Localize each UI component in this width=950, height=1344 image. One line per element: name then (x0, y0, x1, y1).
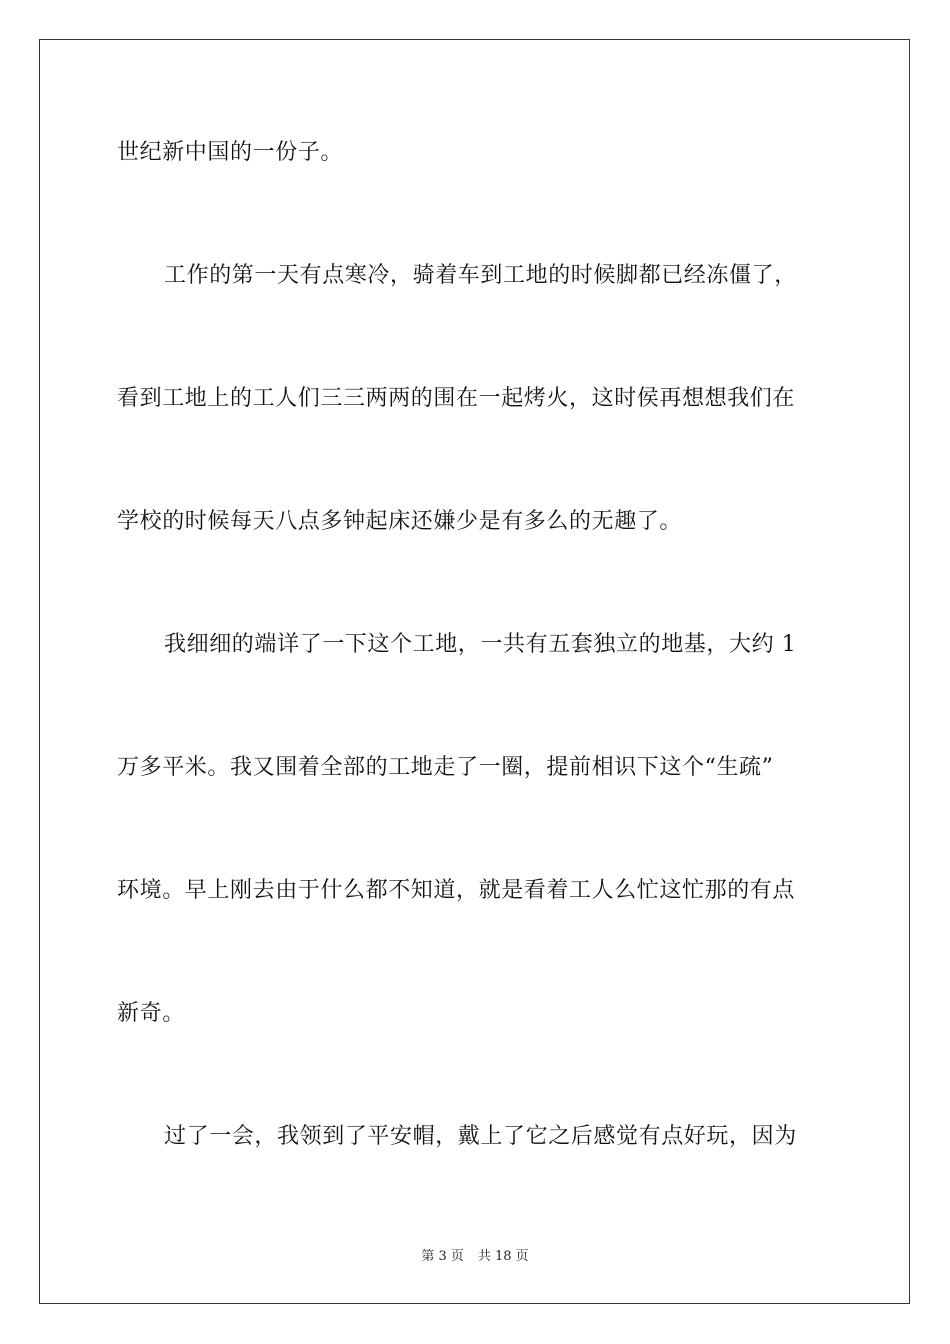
page-footer (0, 1248, 950, 1266)
body-text-line-7: 环境。早上刚去由于什么都不知道，就是看着工人么忙这忙那的有点 (117, 878, 796, 903)
body-text-line-2: 工作的第一天有点寒冷，骑着车到工地的时候脚都已经冻僵了， (164, 263, 797, 288)
page-number: 第 3 页 (421, 1249, 464, 1264)
body-text-line-9: 过了一会，我领到了平安帽，戴上了它之后感觉有点好玩，因为 (164, 1124, 797, 1149)
page-total: 共 18 页 (477, 1249, 529, 1264)
page-border (39, 39, 910, 1304)
body-text-line-8: 新奇。 (117, 1001, 185, 1026)
body-text-line-6: 万多平米。我又围着全部的工地走了一圈，提前相识下这个“生疏” (117, 755, 774, 780)
body-text-line-5: 我细细的端详了一下这个工地，一共有五套独立的地基，大约 1 (164, 632, 797, 657)
body-text-line-1: 世纪新中国的一份子。 (117, 140, 344, 165)
body-text-line-3: 看到工地上的工人们三三两两的围在一起烤火，这时侯再想想我们在 (117, 386, 796, 411)
body-text-line-4: 学校的时候每天八点多钟起床还嫌少是有多么的无趣了。 (117, 509, 683, 534)
